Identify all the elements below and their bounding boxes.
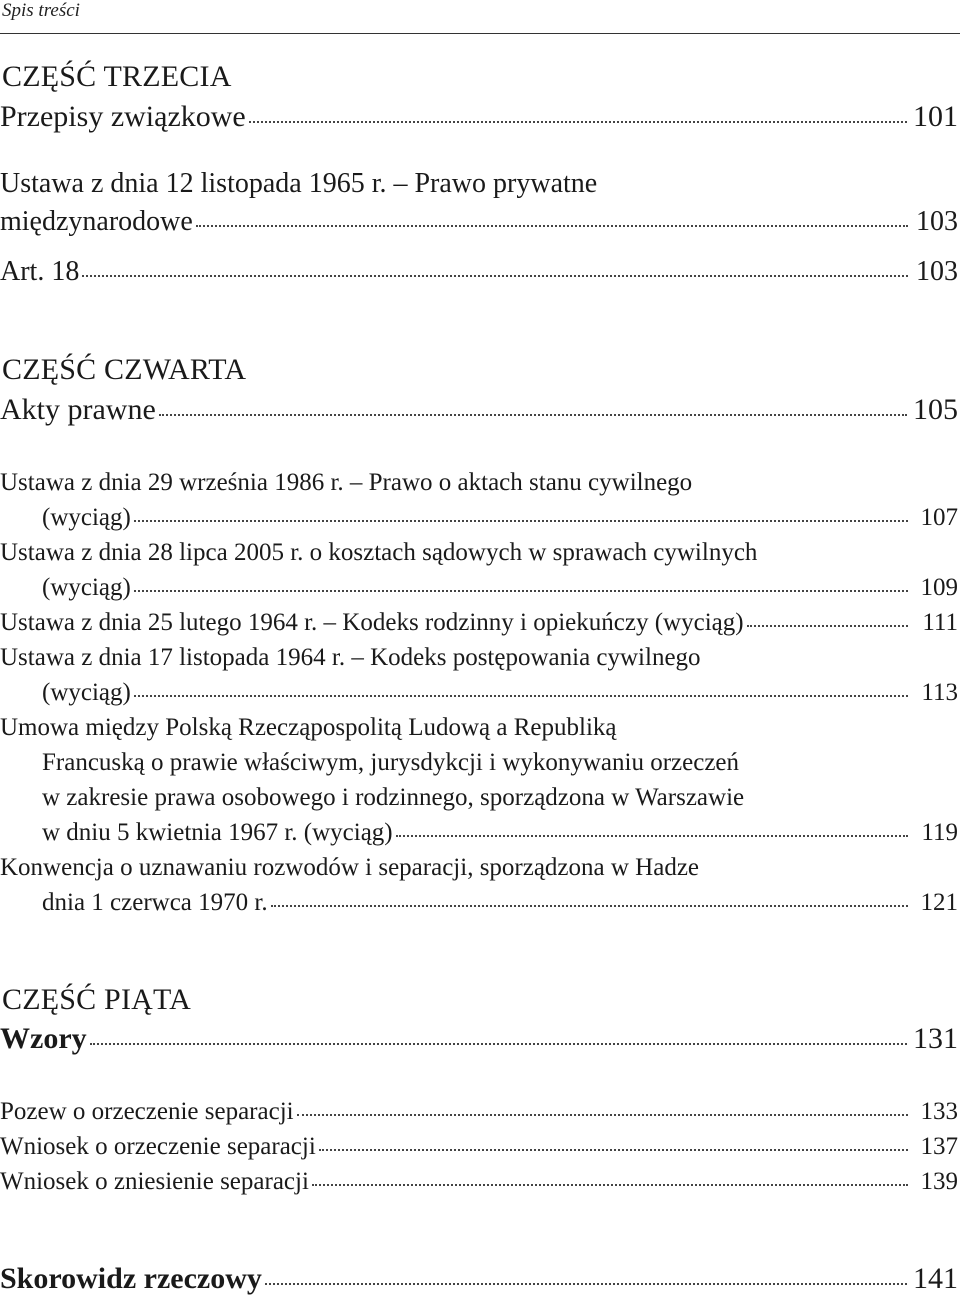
dot-leader <box>312 1184 908 1186</box>
toc-entry-text: (wyciąg) <box>42 679 131 706</box>
page-number: 113 <box>921 679 958 706</box>
toc-entry-wniosek-zniesienie[interactable] <box>0 1168 958 1196</box>
page-number: 105 <box>913 393 958 426</box>
page-number: 101 <box>913 100 958 133</box>
page-number: 133 <box>920 1098 958 1125</box>
toc-entry-text: Ustawa z dnia 25 lutego 1964 r. – Kodeks rodzinny i opiekuńczy (wyciąg) <box>0 609 744 636</box>
toc-entry-akty-prawne[interactable] <box>0 393 958 427</box>
page-number: 139 <box>920 1168 958 1195</box>
dot-leader <box>159 414 907 416</box>
toc-entry-line: Ustawa z dnia 28 lipca 2005 r. o kosztach sądowych w sprawach cywilnych <box>0 539 758 566</box>
toc-entry-prawo-prywatne[interactable] <box>0 206 958 238</box>
toc-entry-text: Akty prawne <box>0 393 156 426</box>
dot-leader <box>196 225 908 227</box>
toc-entry-line: Umowa między Polską Rzecząpospolitą Ludową a Republiką <box>0 714 617 741</box>
page-number: 131 <box>913 1022 958 1055</box>
toc-entry-text: (wyciąg) <box>42 504 131 531</box>
toc-entry-line: w zakresie prawa osobowego i rodzinnego, sporządzona w Warszawie <box>42 784 745 811</box>
dot-leader <box>396 835 908 837</box>
page-number: 103 <box>916 256 958 287</box>
toc-entry-koszty-sadowe[interactable] <box>42 574 958 602</box>
toc-entry-line: Konwencja o uznawaniu rozwodów i separacji, sporządzona w Hadze <box>0 854 700 881</box>
dot-leader <box>249 121 907 123</box>
toc-entry-przepisy-zwiazkowe[interactable] <box>0 100 958 134</box>
toc-entry-umowa-polska-francja[interactable] <box>42 819 958 847</box>
toc-entry-akty-stanu-cywilnego[interactable] <box>42 504 958 532</box>
toc-entry-skorowidz[interactable] <box>0 1262 958 1296</box>
dot-leader <box>297 1114 908 1116</box>
page-number: 111 <box>922 609 958 636</box>
toc-entry-text: dnia 1 czerwca 1970 r. <box>42 889 268 916</box>
dot-leader <box>134 695 908 697</box>
dot-leader <box>747 625 908 627</box>
toc-entry-text: Skorowidz rzeczowy <box>0 1262 262 1295</box>
toc-entry-line: Ustawa z dnia 29 września 1986 r. – Prawo o aktach stanu cywilnego <box>0 469 693 496</box>
toc-entry-line: Ustawa z dnia 12 listopada 1965 r. – Prawo prywatne <box>0 168 598 199</box>
running-header: Spis treści <box>2 0 80 21</box>
toc-entry-text: międzynarodowe <box>0 206 193 237</box>
toc-entry-pozew-separacja[interactable] <box>0 1098 958 1126</box>
dot-leader <box>82 275 908 277</box>
toc-entry-text: Wzory <box>0 1022 87 1055</box>
toc-entry-text: Przepisy związkowe <box>0 100 246 133</box>
dot-leader <box>265 1283 907 1285</box>
dot-leader <box>271 905 908 907</box>
toc-entry-kodeks-rodzinny[interactable] <box>0 609 958 637</box>
toc-entry-text: Wniosek o orzeczenie separacji <box>0 1133 316 1160</box>
page-number: 141 <box>913 1262 958 1295</box>
toc-entry-text: Art. 18 <box>0 256 80 287</box>
part-title-4: CZĘŚĆ CZWARTA <box>2 353 247 386</box>
toc-entry-wniosek-orzeczenie[interactable] <box>0 1133 958 1161</box>
toc-entry-text: Wniosek o zniesienie separacji <box>0 1168 309 1195</box>
toc-entry-art-18[interactable] <box>0 256 958 288</box>
toc-entry-text: (wyciąg) <box>42 574 131 601</box>
dot-leader <box>134 520 908 522</box>
toc-entry-line: Francuską o prawie właściwym, jurysdykcji i wykonywaniu orzeczeń <box>42 749 740 776</box>
page-number: 121 <box>920 889 958 916</box>
toc-entry-text: Pozew o orzeczenie separacji <box>0 1098 294 1125</box>
toc-entry-kodeks-postepowania[interactable] <box>42 679 958 707</box>
toc-entry-line: Ustawa z dnia 17 listopada 1964 r. – Kodeks postępowania cywilnego <box>0 644 701 671</box>
toc-entry-text: w dniu 5 kwietnia 1967 r. (wyciąg) <box>42 819 393 846</box>
dot-leader <box>319 1149 908 1151</box>
page-number: 109 <box>920 574 958 601</box>
page-number: 119 <box>921 819 958 846</box>
dot-leader <box>90 1043 907 1045</box>
page-number: 103 <box>916 206 958 237</box>
page-number: 137 <box>920 1133 958 1160</box>
part-title-5: CZĘŚĆ PIĄTA <box>2 983 191 1016</box>
dot-leader <box>134 590 908 592</box>
toc-entry-wzory[interactable] <box>0 1022 958 1056</box>
part-title-3: CZĘŚĆ TRZECIA <box>2 60 232 93</box>
header-divider <box>0 33 960 34</box>
page-number: 107 <box>920 504 958 531</box>
toc-entry-konwencja-haska[interactable] <box>42 889 958 917</box>
